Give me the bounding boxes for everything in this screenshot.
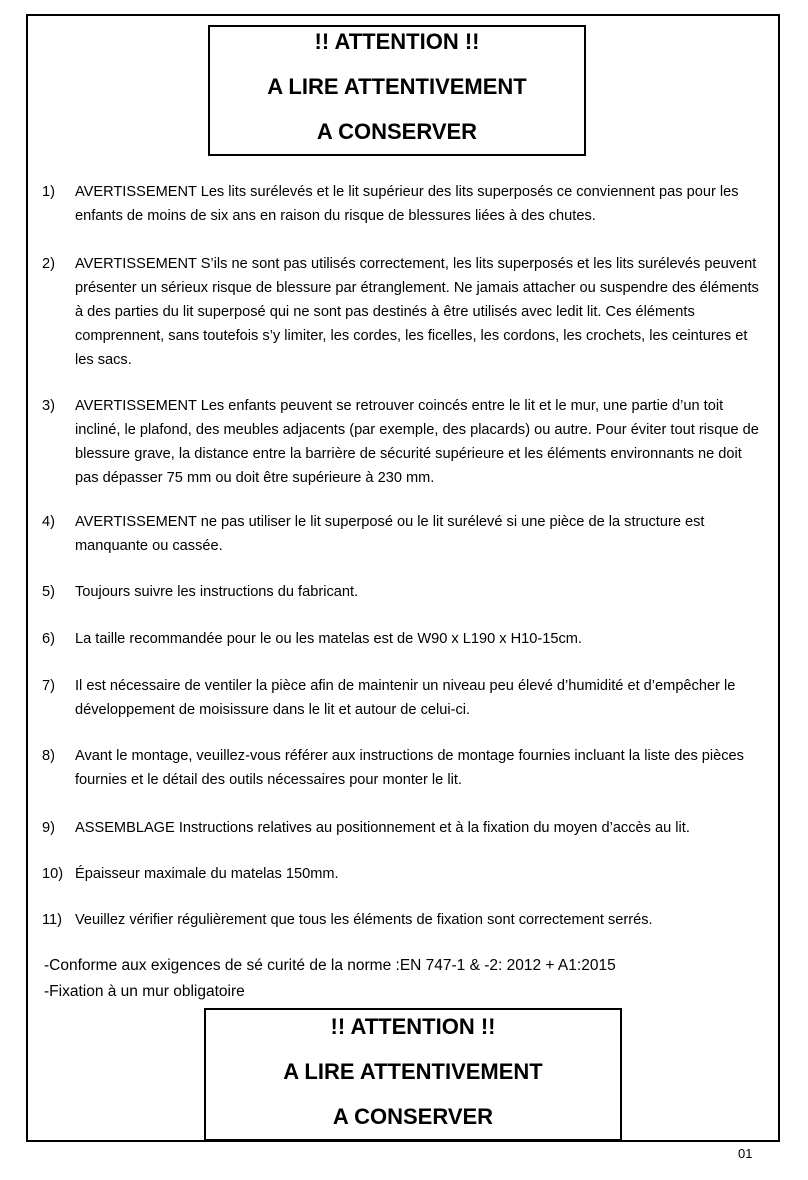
warning-read-carefully: A LIRE ATTENTIVEMENT: [283, 1059, 543, 1084]
warning-title: !! ATTENTION !!: [330, 1014, 496, 1039]
list-item: [42, 252, 762, 372]
warning-keep: A CONSERVER: [332, 1104, 494, 1129]
list-item: [42, 627, 762, 651]
item-number: 8): [42, 748, 55, 764]
list-item: [42, 580, 762, 604]
item-number: 9): [42, 820, 55, 836]
item-number: 7): [42, 678, 55, 694]
list-item: [42, 180, 762, 228]
item-text: AVERTISSEMENT Les enfants peuvent se retrouver coincés entre le lit et le mur, une partie d’un toit incliné, le plafond, des meubles adjacents (par exemple, des placards) ou autre. Pour éviter tout risque de blessure grave, la distance entre la barrière de sécurité supérieure et les éléments environnants ne doit pas dépasser 75 mm ou doit être supérieure à 230 mm.: [75, 398, 759, 486]
top-warning-box: [208, 25, 586, 156]
item-number: 2): [42, 256, 55, 272]
item-number: 4): [42, 514, 55, 530]
list-item: [42, 744, 762, 792]
item-text: Épaisseur maximale du matelas 150mm.: [75, 866, 339, 882]
item-text: Toujours suivre les instructions du fabricant.: [75, 584, 359, 600]
page-number: 01: [738, 1146, 753, 1161]
item-text: Veuillez vérifier régulièrement que tous les éléments de fixation sont correctement serrés.: [75, 912, 653, 928]
bottom-warning-box: [204, 1008, 622, 1141]
compliance-norm: -Conforme aux exigences de sé curité de la norme :EN 747-1 & -2: 2012 + A1:2015: [44, 957, 616, 974]
item-number: 1): [42, 184, 55, 200]
item-text: Avant le montage, veuillez-vous référer aux instructions de montage fournies incluant la liste des pièces fournies et le détail des outils nécessaires pour monter le lit.: [75, 748, 744, 788]
item-number: 6): [42, 631, 55, 647]
item-number: 10): [42, 866, 64, 882]
item-text: ASSEMBLAGE Instructions relatives au positionnement et à la fixation du moyen d’accès au lit.: [75, 820, 690, 836]
item-text: AVERTISSEMENT Les lits surélevés et le lit supérieur des lits superposés ce conviennent pas pour les enfants de moins de six ans en raison du risque de blessures liées à des chutes.: [75, 184, 739, 224]
warning-title: !! ATTENTION !!: [314, 29, 480, 54]
item-text: AVERTISSEMENT ne pas utiliser le lit superposé ou le lit surélevé si une pièce de la structure est manquante ou cassée.: [75, 514, 705, 554]
list-item: [42, 816, 762, 840]
list-item: [42, 394, 762, 490]
item-text: Il est nécessaire de ventiler la pièce afin de maintenir un niveau peu élevé d’humidité et d’empêcher le développement de moisissure dans le lit et autour de celui-ci.: [75, 678, 736, 718]
warning-read-carefully: A LIRE ATTENTIVEMENT: [267, 74, 527, 99]
list-item: [42, 862, 762, 886]
item-number: 3): [42, 398, 55, 414]
item-number: 11): [42, 912, 63, 928]
list-item: [42, 908, 762, 932]
item-text: La taille recommandée pour le ou les matelas est de W90 x L190 x H10-15cm.: [75, 631, 582, 647]
item-text: AVERTISSEMENT S’ils ne sont pas utilisés correctement, les lits superposés et les lits surélevés peuvent présenter un sérieux risque de blessure par étranglement. Ne jamais attacher ou suspendre des éléments à des parties du lit superposé qui ne sont pas destinés à être utilisés avec ledit lit. Ces éléments comprennent, sans toutefois s’y limiter, les cordes, les ficelles, les cordons, les crochets, les ceintures et les sacs.: [75, 256, 759, 368]
item-number: 5): [42, 584, 55, 600]
compliance-wall-fixing: -Fixation à un mur obligatoire: [44, 983, 245, 1000]
warning-keep: A CONSERVER: [316, 119, 478, 144]
list-item: [42, 674, 762, 722]
list-item: [42, 510, 762, 558]
